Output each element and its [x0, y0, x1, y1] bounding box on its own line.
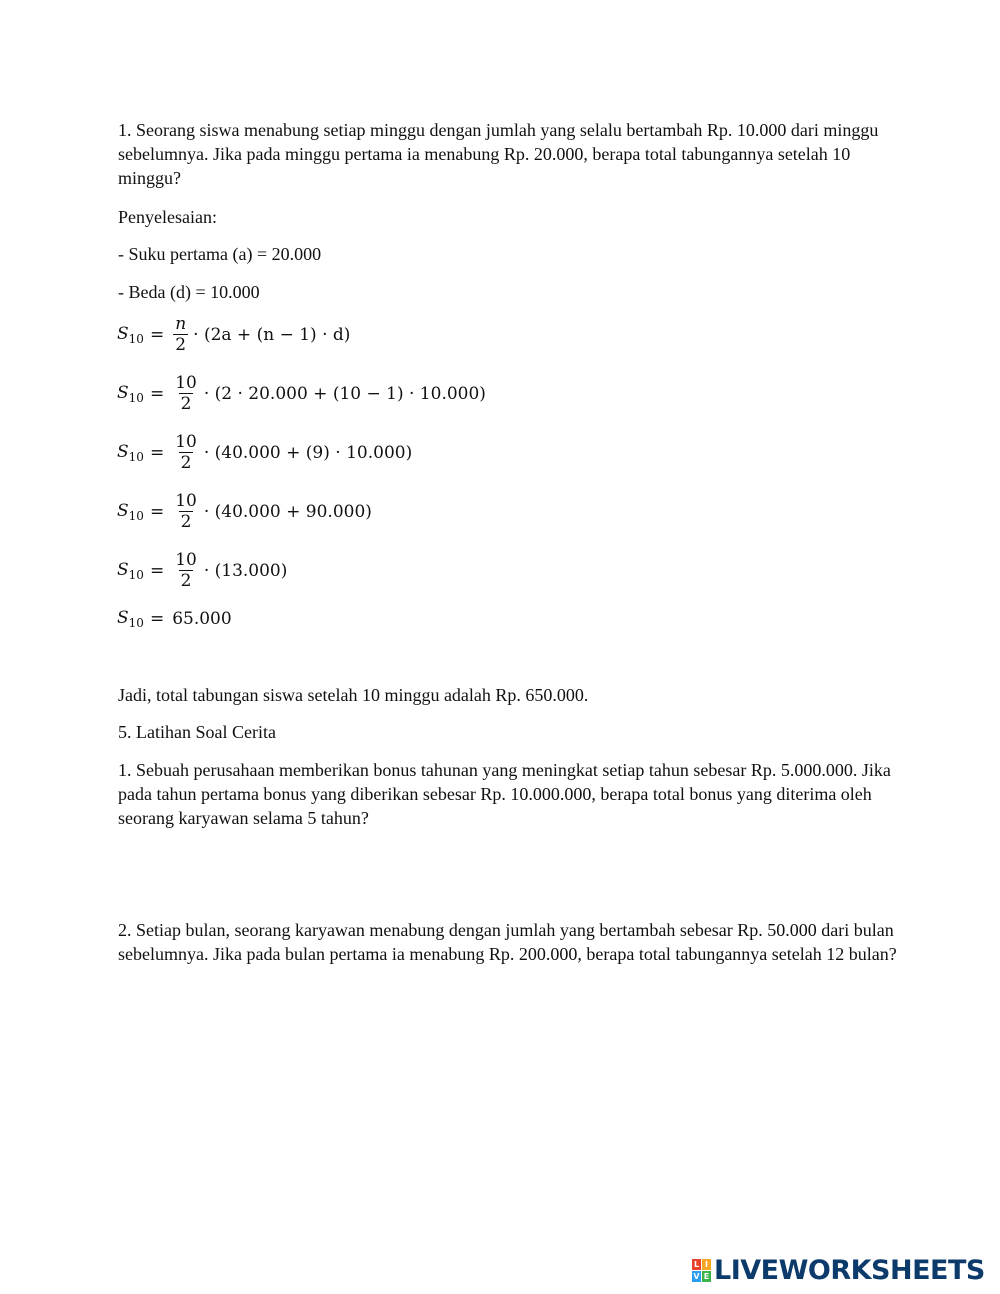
eq-sub: 10 [128, 508, 144, 523]
eq-sub: 10 [128, 449, 144, 464]
exercise-2: 2. Setiap bulan, seorang karyawan menabung dengan jumlah yang bertambah sebesar Rp. 50.000 dari bulan sebelumnya. Jika pada bulan pertama ia menabung Rp. 200.000, berapa total tabungannya setelah 12 bulan? [118, 920, 897, 964]
eq-lhs: S [117, 382, 129, 403]
given-difference: - Beda (d) = 10.000 [118, 282, 260, 302]
eq-rest: · (13.000) [203, 560, 288, 581]
logo-mark-letter: E [703, 1271, 710, 1281]
eq-rest: · (40.000 + (9) · 10.000) [203, 442, 413, 463]
equation-line: $S_{10}$ = $\frac{10}{2}$ · (13.000) [117, 550, 288, 591]
logo-text: LIVEWORKSHEETS [714, 1254, 985, 1286]
fraction [173, 491, 199, 532]
section-title: 5. Latihan Soal Cerita [118, 722, 276, 742]
eq-lhs: S [117, 441, 129, 462]
solution-label: Penyelesaian: [118, 207, 217, 227]
eq-sub: 10 [128, 390, 144, 405]
equation-line: $S_{10}$ = $\frac{10}{2}$ · (40.000 + 90.000) [117, 491, 372, 532]
eq-result: 65.000 [172, 609, 232, 629]
eq-sub: 10 [128, 567, 144, 582]
eq-rest: · (40.000 + 90.000) [203, 501, 372, 522]
equation-line: $S_{10}$ = $\frac{10}{2}$ · (40.000 + (9) · 10.000) [117, 432, 413, 473]
fraction-denominator: 2 [180, 394, 192, 414]
fraction-denominator: 2 [180, 571, 192, 591]
fraction [173, 432, 199, 473]
logo-mark-letter: I [702, 1259, 711, 1270]
fraction-numerator: 10 [175, 373, 197, 393]
equation-line: $S_{10}$ = $\frac{n}{2}$ · (2a + (n − 1) · d) [117, 314, 351, 355]
problem-question: 1. Seorang siswa menabung setiap minggu dengan jumlah yang selalu bertambah Rp. 10.000 dari minggu sebelumnya. Jika pada minggu pertama ia menabung Rp. 20.000, berapa total tabungannya setelah 10 minggu? [118, 120, 879, 188]
logo-mark-icon [692, 1259, 711, 1282]
fraction-denominator: 2 [180, 512, 192, 532]
eq-sub: 10 [128, 616, 144, 630]
logo-mark-letter: L [693, 1259, 700, 1269]
fraction-numerator: 10 [175, 432, 197, 452]
fraction-denominator: 2 [180, 453, 192, 473]
eq-rest: · (2 · 20.000 + (10 − 1) · 10.000) [203, 383, 486, 404]
eq-lhs: S [117, 559, 129, 580]
logo-mark-letter: V [693, 1271, 700, 1281]
fraction [173, 550, 199, 591]
conclusion: Jadi, total tabungan siswa setelah 10 minggu adalah Rp. 650.000. [118, 685, 589, 705]
fraction-numerator: 10 [175, 491, 197, 511]
fraction [173, 314, 188, 355]
fraction-numerator: 10 [175, 550, 197, 570]
eq-sub: 10 [128, 331, 144, 346]
equation-line: $S_{10}$ = 65.000 [117, 608, 232, 630]
fraction-denominator: 2 [175, 335, 187, 355]
eq-lhs: S [117, 323, 129, 344]
eq-lhs: S [117, 500, 129, 521]
fraction [173, 373, 199, 414]
eq-rest: · (2a + (n − 1) · d) [193, 324, 351, 345]
fraction-numerator: n [175, 314, 187, 334]
eq-lhs: S [117, 608, 129, 628]
given-first-term: - Suku pertama (a) = 20.000 [118, 244, 322, 264]
equation-line: $S_{10}$ = $\frac{10}{2}$ · (2 · 20.000 + (10 − 1) · 10.000) [117, 373, 486, 414]
exercise-1: 1. Sebuah perusahaan memberikan bonus tahunan yang meningkat setiap tahun sebesar Rp. 5.000.000. Jika pada tahun pertama bonus yang diberikan sebesar Rp. 10.000.000, berapa total bonus yang diterima oleh seorang karyawan selama 5 tahun? [118, 760, 891, 828]
liveworksheets-logo [692, 1255, 985, 1285]
